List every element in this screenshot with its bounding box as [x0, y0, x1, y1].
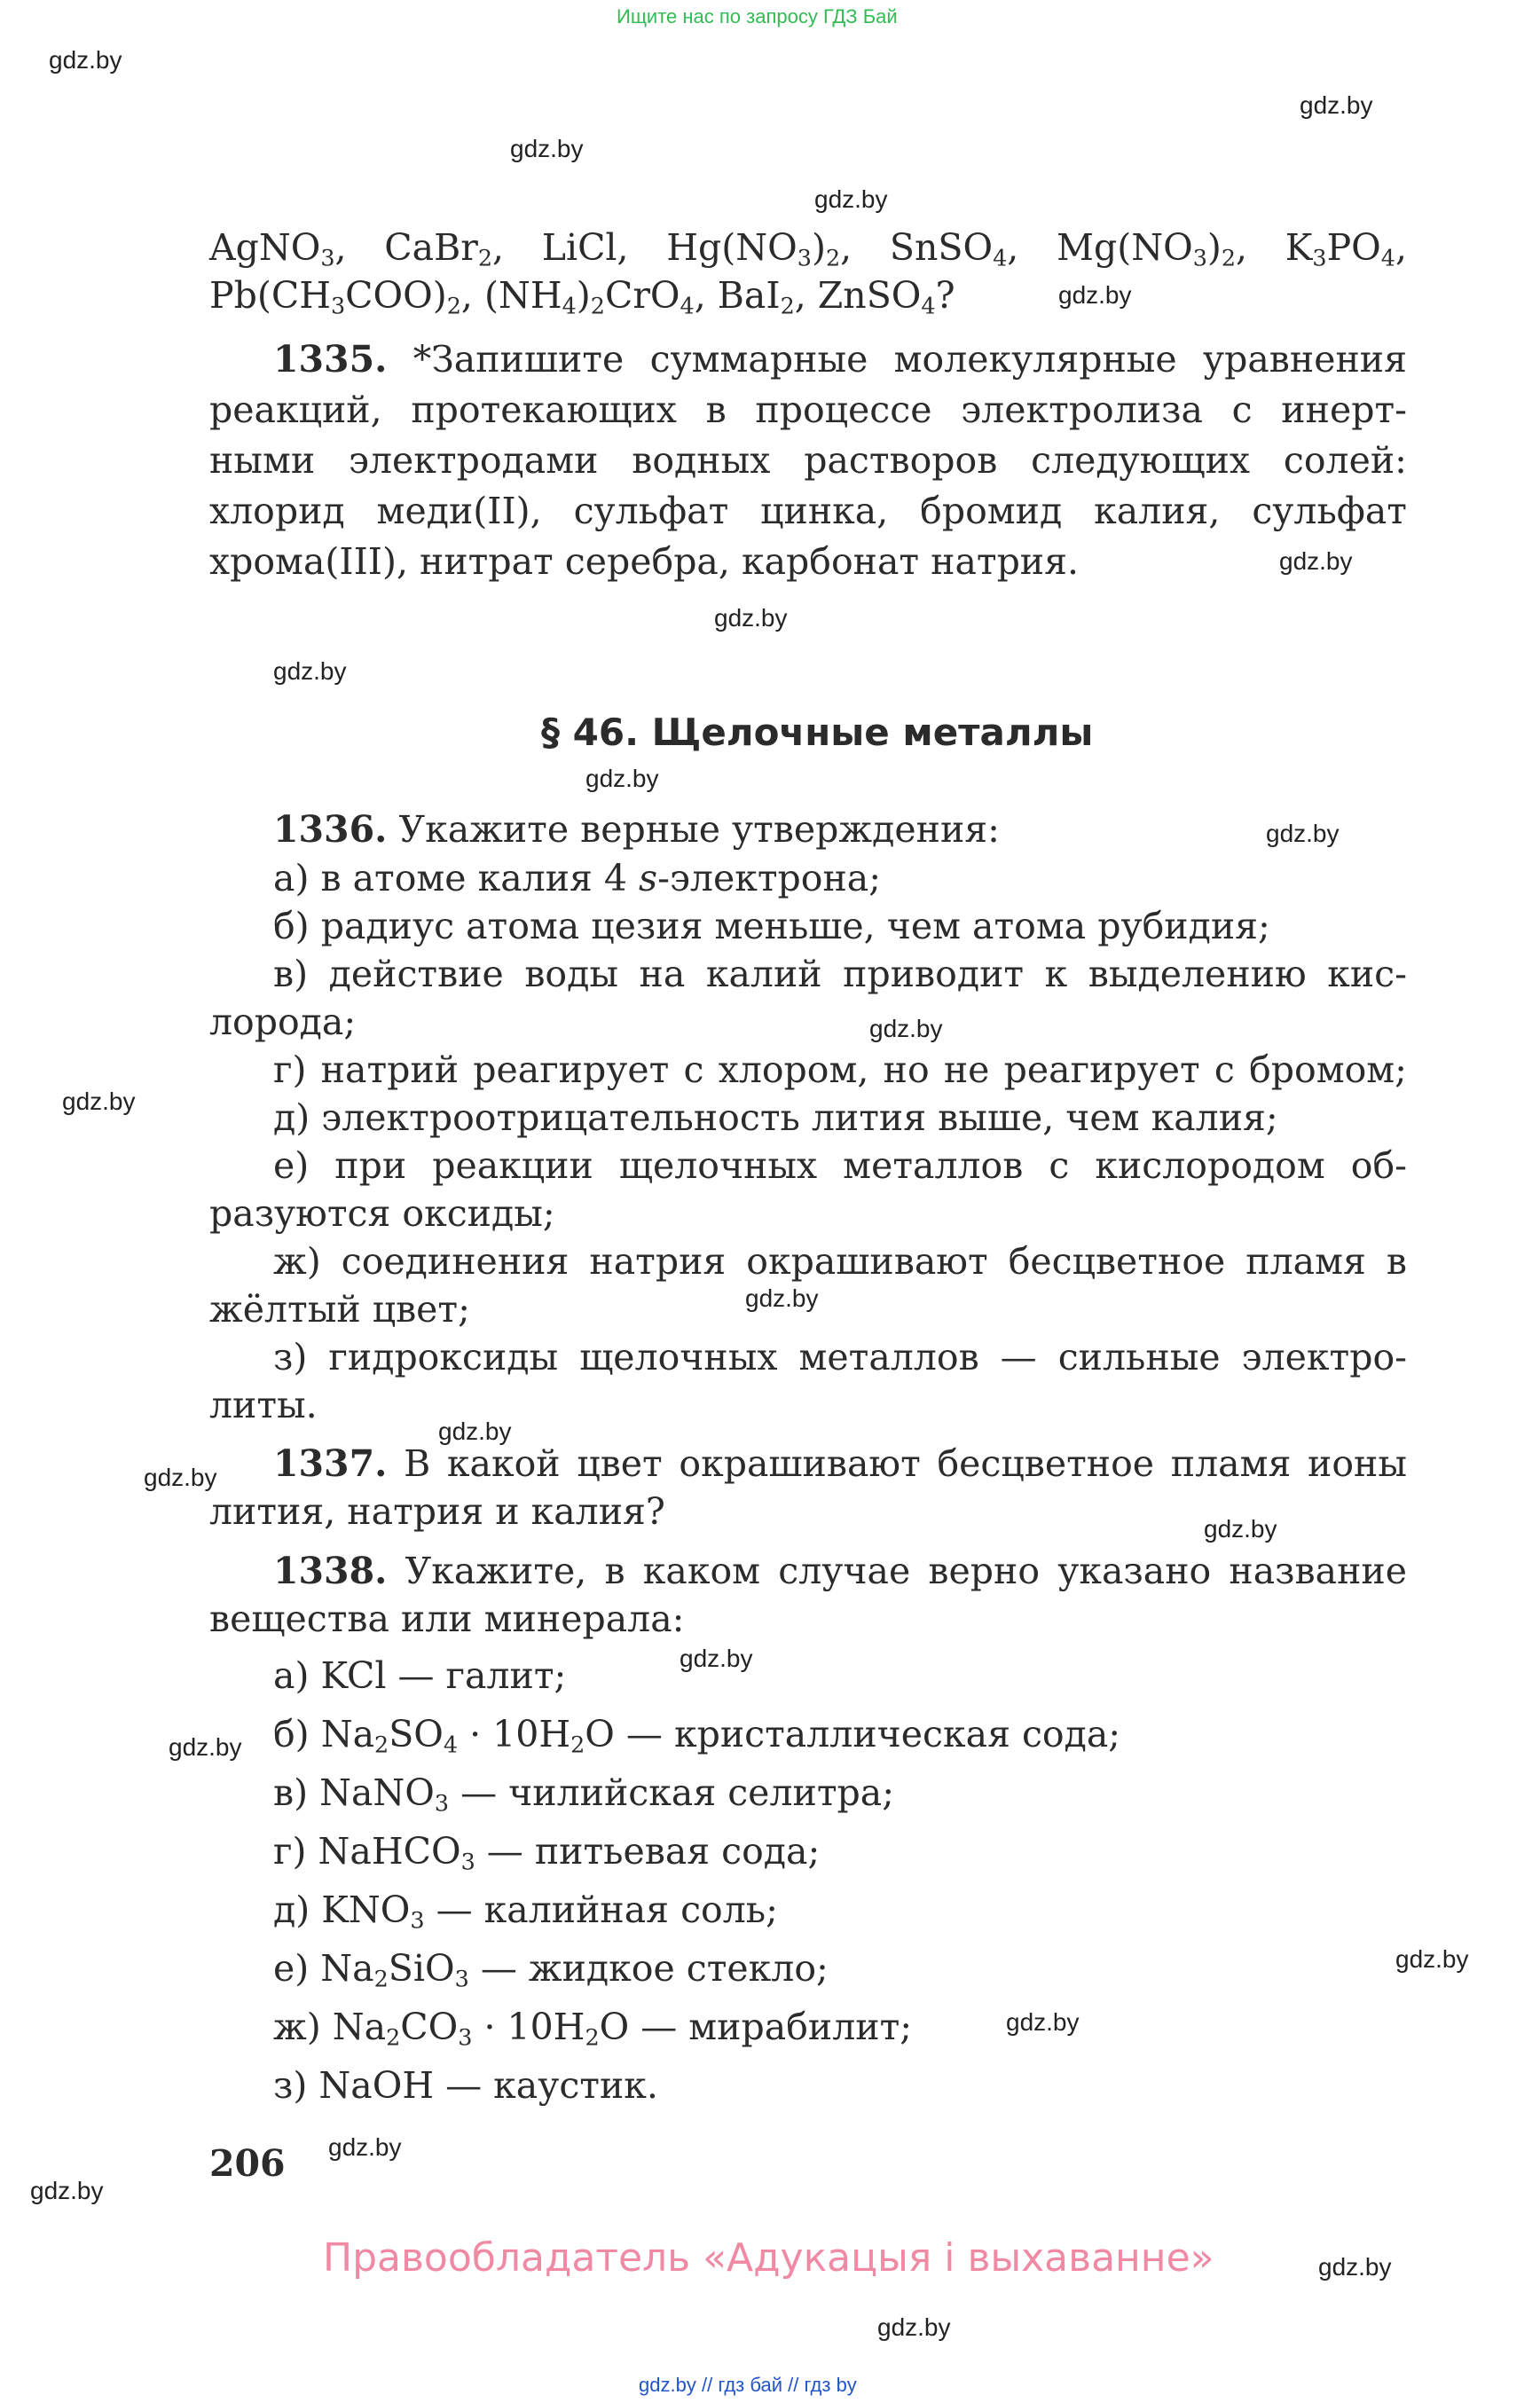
option-e-cont: разуются оксиды;	[209, 1192, 555, 1235]
watermark: gdz.by	[328, 2133, 402, 2161]
footer-separator: //	[701, 2374, 713, 2396]
task-1338-line	[273, 1547, 1407, 1595]
mineral-option: д) $KNO_3$ — калийная соль;	[273, 1889, 778, 1934]
subscript: 2	[825, 244, 841, 271]
subscript: 2	[1221, 244, 1237, 271]
task-number: 1337.	[273, 1442, 388, 1485]
watermark: gdz.by	[1300, 91, 1373, 119]
subscript: 2	[373, 1965, 389, 1992]
subscript: 3	[454, 1965, 469, 1992]
subscript: 2	[585, 2023, 600, 2051]
subscript: 4	[443, 1731, 459, 1758]
rights-holder: Правообладатель «Адукацыя і выхаванне»	[323, 2235, 1214, 2281]
option-text: а) в атоме калия 4	[273, 857, 640, 899]
watermark: gdz.by	[1279, 547, 1353, 575]
watermark: gdz.by	[510, 135, 584, 162]
subscript: 2	[590, 292, 605, 319]
watermark: gdz.by	[273, 657, 347, 685]
watermark: gdz.by	[745, 1284, 819, 1312]
watermark: gdz.by	[877, 2313, 951, 2341]
option-g: г) натрий реагирует с хлором, но не реагирует с бромом;	[273, 1048, 1407, 1091]
option-d: д) электроотрицательность лития выше, чем калия;	[273, 1096, 1278, 1139]
option-zh-cont: жёлтый цвет;	[209, 1288, 470, 1331]
task-1338-line: вещества или минерала:	[209, 1598, 685, 1640]
subscript: 2	[386, 2023, 401, 2051]
watermark: gdz.by	[1395, 1945, 1469, 1973]
option-b: б) радиус атома цезия меньше, чем атома рубидия;	[273, 905, 1270, 947]
formula-line: AgNO$_3$, CaBr$_2$, LiCl, $Hg(NO_3)_2$, SnSO$_4$, $Mg(NO_3)_2$, $K_3PO_4$,	[209, 226, 1407, 271]
watermark: gdz.by	[1006, 2008, 1080, 2036]
section-heading: § 46. Щелочные металлы	[541, 711, 1094, 754]
task-1335-line	[209, 335, 1407, 383]
watermark: gdz.by	[30, 2177, 104, 2204]
subscript: 3	[1312, 244, 1327, 271]
task-1335-line: хрома(III), нитрат серебра, карбонат натрия.	[209, 540, 1080, 583]
watermark: gdz.by	[169, 1733, 242, 1761]
subscript: 2	[570, 1731, 585, 1758]
task-text: В какой цвет окрашивают бесцветное пламя ионы	[404, 1442, 1407, 1485]
option-zh: ж) соединения натрия окрашивают бесцветное пламя в	[273, 1240, 1407, 1283]
subscript: 3	[410, 1906, 425, 1934]
subscript: 4	[993, 244, 1008, 271]
task-1335-line: реакций, протекающих в процессе электролиза с инерт-	[209, 389, 1407, 431]
mineral-option: г) NaHCO$_3$ — питьевая сода;	[273, 1830, 821, 1875]
watermark: gdz.by	[714, 604, 788, 632]
task-number: 1335.	[273, 338, 388, 381]
option-v-cont: лорода;	[209, 1001, 357, 1043]
mineral-option: б) $Na_2SO_4 \cdot 10H_2O$ — кристаллическая сода;	[273, 1713, 1121, 1758]
watermark: gdz.by	[438, 1417, 512, 1445]
formula-line: $Pb(CH_3COO)_2$, $(NH_4)_2CrO_4$, BaI$_2$, ZnSO$_4$?	[209, 274, 955, 319]
subscript: 3	[1192, 244, 1207, 271]
task-text: Укажите верные утверждения:	[398, 808, 1000, 851]
watermark: gdz.by	[869, 1015, 943, 1042]
watermark: gdz.by	[1318, 2253, 1392, 2281]
task-text: *Запишите суммарные молекулярные уравнения	[412, 338, 1407, 381]
subscript: 4	[1380, 244, 1395, 271]
footer-link[interactable]: гдз by	[804, 2374, 857, 2396]
option-z-cont: литы.	[209, 1384, 318, 1426]
task-text: Укажите, в каком случае верно указано название	[405, 1550, 1407, 1592]
mineral-option: з) NaOH — каустик.	[273, 2064, 658, 2107]
watermark: gdz.by	[1204, 1515, 1277, 1543]
task-1336-title	[273, 805, 1000, 853]
task-1337-line	[273, 1440, 1407, 1488]
top-banner[interactable]: Ищите нас по запросу ГДЗ Бай	[617, 5, 898, 27]
watermark: gdz.by	[814, 185, 888, 213]
subscript: 4	[680, 292, 695, 319]
subscript: 3	[330, 292, 346, 319]
option-z: з) гидроксиды щелочных металлов — сильные электро-	[273, 1336, 1407, 1378]
subscript: 2	[780, 292, 795, 319]
watermark: gdz.by	[49, 46, 122, 74]
subscript: 4	[562, 292, 577, 319]
subscript: 3	[434, 1789, 450, 1817]
subscript: 3	[320, 244, 335, 271]
task-number: 1336.	[273, 808, 388, 851]
watermark: gdz.by	[680, 1645, 753, 1672]
task-1337-line: лития, натрия и калия?	[209, 1490, 665, 1533]
page-number: 206	[209, 2142, 286, 2185]
option-v: в) действие воды на калий приводит к выделению кис-	[273, 953, 1407, 995]
option-e: е) при реакции щелочных металлов с кислородом об-	[273, 1144, 1407, 1187]
mineral-option: а) KCl — галит;	[273, 1654, 567, 1697]
task-1335-line: ными электродами водных растворов следующих солей:	[209, 439, 1407, 482]
footer-separator: //	[788, 2374, 799, 2396]
subscript: 2	[446, 292, 461, 319]
watermark: gdz.by	[585, 765, 659, 792]
option-a	[273, 854, 881, 902]
task-number: 1338.	[273, 1550, 388, 1592]
footer-links	[639, 2374, 857, 2397]
subscript: 2	[374, 1731, 389, 1758]
watermark: gdz.by	[144, 1464, 217, 1491]
mineral-option: в) NaNO$_3$ — чилийская селитра;	[273, 1771, 895, 1817]
subscript: 3	[460, 1848, 475, 1875]
subscript: 3	[797, 244, 812, 271]
watermark: gdz.by	[1058, 281, 1132, 309]
mineral-option: е) $Na_2SiO_3$ — жидкое стекло;	[273, 1947, 829, 1992]
option-text-italic: s	[639, 857, 658, 899]
watermark: gdz.by	[1266, 820, 1340, 847]
watermark: gdz.by	[62, 1088, 136, 1115]
task-1335-line: хлорид меди(II), сульфат цинка, бромид калия, сульфат	[209, 490, 1407, 532]
subscript: 3	[458, 2023, 473, 2051]
subscript: 2	[477, 244, 492, 271]
footer-link[interactable]: гдз бай	[718, 2374, 783, 2396]
subscript: 4	[921, 292, 936, 319]
footer-link[interactable]: gdz.by	[639, 2374, 696, 2396]
mineral-option: ж) $Na_2CO_3 \cdot 10H_2O$ — мирабилит;	[273, 2006, 913, 2051]
option-text: -электрона;	[657, 857, 882, 899]
